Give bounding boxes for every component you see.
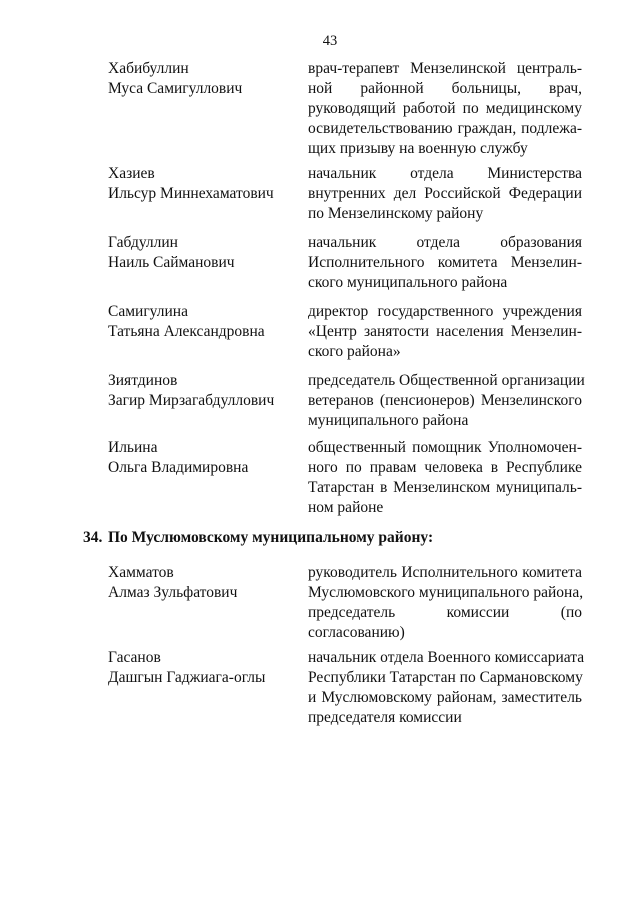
- member-surname: Габдуллин: [108, 234, 178, 251]
- member-name: [108, 648, 298, 688]
- role-line: начальник отдела Министерства: [308, 165, 582, 182]
- role-line: согласованию): [308, 624, 405, 641]
- role-line: внутренних дел Российской Федерации: [308, 185, 582, 202]
- section-title: По Муслюмовскому муниципальному району:: [108, 529, 434, 546]
- role-line: председателя комиссии: [308, 709, 462, 726]
- member-surname: Хазиев: [108, 165, 155, 182]
- member-name: [108, 302, 298, 342]
- role-line: руководитель Исполнительного комитета: [308, 564, 582, 581]
- role-line: освидетельствованию граждан, подлежа-: [308, 120, 582, 137]
- member-role: [308, 438, 582, 518]
- member-surname: Хамматов: [108, 564, 174, 581]
- member-role: [308, 302, 582, 362]
- role-line: «Центр занятости населения Мензелин-: [308, 323, 582, 340]
- member-given-names: Муса Самигуллович: [108, 80, 243, 97]
- member-given-names: Дашгын Гаджиага-оглы: [108, 669, 266, 686]
- member-surname: Самигулина: [108, 303, 188, 320]
- role-line: председатель комиссии (по: [308, 604, 582, 621]
- member-given-names: Алмаз Зульфатович: [108, 584, 238, 601]
- role-line: ского муниципального района: [308, 274, 508, 291]
- member-role: [308, 648, 585, 728]
- role-line: и Муслюмовскому районам, заместитель: [308, 689, 582, 706]
- member-name: [108, 59, 298, 99]
- member-given-names: Ильсур Миннехаматович: [108, 185, 274, 202]
- role-line: Исполнительного комитета Мензелин-: [308, 254, 582, 271]
- role-line: начальник отдела образования: [308, 234, 582, 251]
- role-line: муниципального района: [308, 412, 469, 429]
- section-heading: [83, 529, 433, 547]
- member-surname: Гасанов: [108, 649, 161, 666]
- member-role: [308, 164, 582, 224]
- role-line: директор государственного учреждения: [308, 303, 582, 320]
- member-name: [108, 563, 298, 603]
- member-role: [308, 233, 582, 293]
- role-line: председатель Общественной организации: [308, 372, 585, 389]
- member-name: [108, 233, 298, 273]
- member-given-names: Загир Мирзагабдуллович: [108, 392, 275, 409]
- member-given-names: Наиль Сайманович: [108, 254, 235, 271]
- member-role: [308, 371, 585, 431]
- section-number: 34.: [83, 529, 103, 546]
- member-name: [108, 438, 298, 478]
- member-role: [308, 563, 582, 643]
- role-line: ветеранов (пенсионеров) Мензелинского: [308, 392, 582, 409]
- role-line: Муслюмовского муниципального района,: [308, 584, 584, 601]
- role-line: Республики Татарстан по Сармановскому: [308, 669, 583, 686]
- member-given-names: Татьяна Александровна: [108, 323, 265, 340]
- role-line: по Мензелинскому району: [308, 205, 484, 222]
- role-line: щих призыву на военную службу: [308, 140, 528, 157]
- member-role: [308, 59, 582, 159]
- role-line: ной районной больницы, врач,: [308, 80, 582, 97]
- member-surname: Ильина: [108, 439, 158, 456]
- member-given-names: Ольга Владимировна: [108, 459, 249, 476]
- member-name: [108, 371, 298, 411]
- role-line: руководящий работой по медицинскому: [308, 100, 582, 117]
- member-name: [108, 164, 298, 204]
- role-line: общественный помощник Уполномочен-: [308, 439, 582, 456]
- page-number: 43: [322, 33, 338, 49]
- role-line: ного по правам человека в Республике: [308, 459, 582, 476]
- role-line: начальник отдела Военного комиссариата: [308, 649, 585, 666]
- role-line: ном районе: [308, 499, 384, 516]
- member-surname: Зиятдинов: [108, 372, 178, 389]
- role-line: ского района»: [308, 343, 401, 360]
- role-line: врач-терапевт Мензелинской централь-: [308, 60, 582, 77]
- member-surname: Хабибуллин: [108, 60, 189, 77]
- role-line: Татарстан в Мензелинском муниципаль-: [308, 479, 582, 496]
